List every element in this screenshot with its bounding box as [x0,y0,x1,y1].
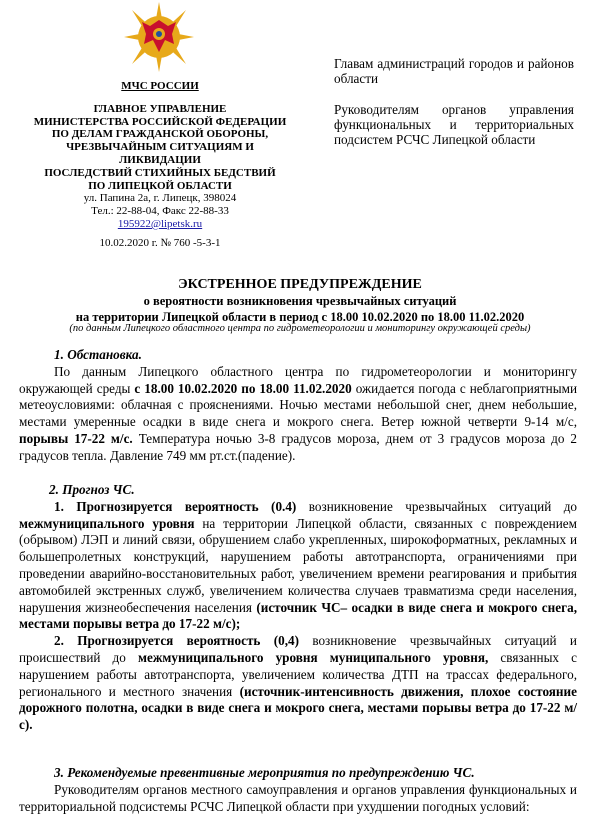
org-phone: Тел.: 22-88-04, Факс 22-88-33 [91,205,229,218]
document-number: 10.02.2020 г. № 760 -5-3-1 [99,236,221,249]
section-heading: 2. Прогноз ЧС. [49,482,135,497]
org-line: ЧРЕЗВЫЧАЙНЫМ СИТУАЦИЯМ И ЛИКВИДАЦИИ [66,141,254,166]
recipient-heads-of-administration: Главам администраций городов и районов области [334,56,574,86]
document-period: на территории Липецкой области в период с 18.00 10.02.2020 по 18.00 11.02.2020 [75,310,525,324]
forecast-item-1: 1. Прогнозируется вероятность (0.4) возникновение чрезвычайных ситуаций до межмуниципального уровня на территории Липецкой области, связанных с повреждением (обрывом) ЛЭП и линий связи, обрушением слабо укрепленных, широкоформатных, рекламных и большепролетных конструкций, нарушением работы автотранспорта, ограничениями при проведении аварийно-восстановительных работ, увеличением времени реагирования и прибытия автомобилей экстренных служб, увеличением количества случаев травматизма среди населения, нарушения жизнеобеспечения населения (источник ЧС– осадки в виде снега и мокрого снега, местами порывы ветра до 17-22 м/с); [19,498,577,632]
situation-paragraph: По данным Липецкого областного центра по гидрометеорологии и мониторингу окружающей среды с 18.00 10.02.2020 по 18.00 11.02.2020 ожидается погода с неблагоприятными метеоусловиями: облачная с прояснениями. Ночью местами небольшой снег, днем небольшие, местами умеренные осадки в виде снега и мокрого снега. Ветер южной четверти 9-14 м/с, порывы 17-22 м/с. Температура ночью 3-8 градусов мороза, днем от 3 градусов мороза до 2 градусов тепла. Давление 749 мм рт.ст.(падение). [19,363,578,463]
section-recommendations [19,765,577,815]
section-heading: 3. Рекомендуемые превентивные мероприятия по предупреждению ЧС. [54,765,475,780]
org-line: МИНИСТЕРСТВА РОССИЙСКОЙ ФЕДЕРАЦИИ [33,115,287,128]
agency-name: МЧС РОССИИ [121,80,199,92]
recipient-rschs-bodies: Руководителям органов управления функциональных и территориальных подсистем РСЧС Липецкой области [334,102,574,147]
document-subtitle: о вероятности возникновения чрезвычайных ситуаций [143,294,457,308]
mchs-emblem [120,0,198,74]
org-email-link[interactable]: 195922@lipetsk.ru [117,217,203,230]
document-source: (по данным Липецкого областного центра по гидрометеорологии и мониторингу окружающей среды) [69,323,531,334]
org-line: ГЛАВНОЕ УПРАВЛЕНИЕ [93,102,227,115]
org-line: ПО ДЕЛАМ ГРАЖДАНСКОЙ ОБОРОНЫ, [51,128,269,141]
organization-block [30,80,290,250]
org-line: ПОСЛЕДСТВИЙ СТИХИЙНЫХ БЕДСТВИЙ [44,166,276,179]
recommendations-paragraph: Руководителям органов местного самоуправления и органов управления функциональных и территориальной подсистемы РСЧС Липецкой области при ухудшении погодных условий: [19,781,577,814]
section-forecast [19,482,577,734]
section-situation [19,347,577,465]
document-title: ЭКСТРЕННОЕ ПРЕДУПРЕЖДЕНИЕ [178,277,422,292]
org-line: ПО ЛИПЕЦКОЙ ОБЛАСТИ [88,179,232,192]
forecast-item-2: 2. Прогнозируется вероятность (0,4) возникновение чрезвычайных ситуаций и происшествий до межмуниципального уровня муниципального уровня, связанных с нарушением работы автотранспорта, увеличением количества ДТП на трассах федерального, регионального и местного значения (источник-интенсивность движения, плохое состояние дорожного полотна, осадки в виде снега и мокрого снега, местами порывы ветра до 17-22 м/с). [19,633,577,733]
section-heading: 1. Обстановка. [54,347,142,362]
org-address: ул. Папина 2а, г. Липецк, 398024 [83,192,237,205]
